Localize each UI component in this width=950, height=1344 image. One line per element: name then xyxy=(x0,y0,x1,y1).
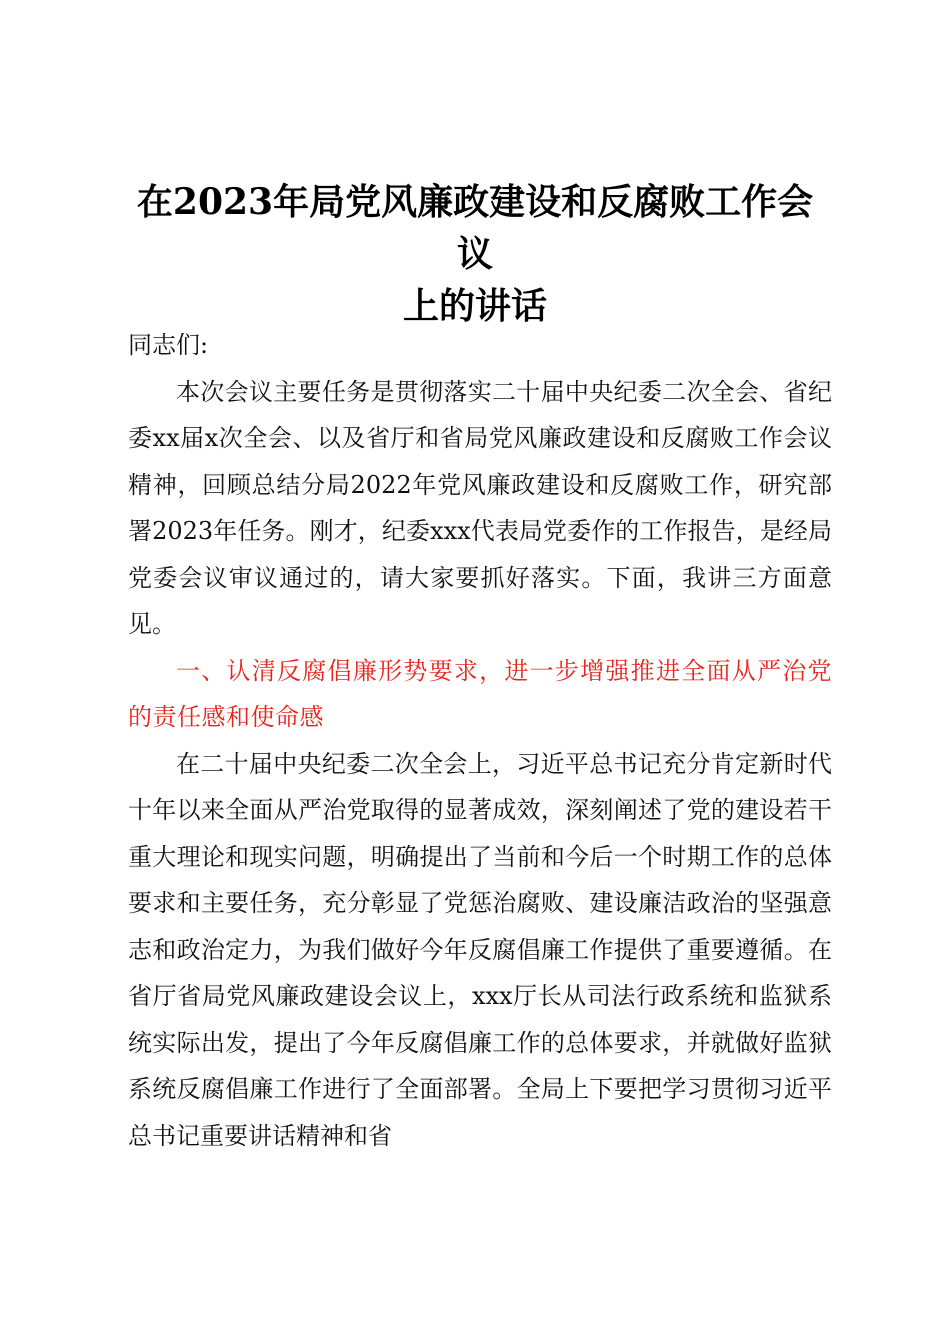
paragraph-intro: 本次会议主要任务是贯彻落实二十届中央纪委二次全会、省纪委xx届x次全会、以及省厅和省局党风廉政建设和反腐败工作会议精神，回顾总结分局2022年党风廉政建设和反腐败工作，研究部署2023年任务。刚才，纪委xxx代表局党委作的工作报告，是经局党委会议审议通过的，请大家要抓好落实。下面，我讲三方面意见。 xyxy=(128,377,832,638)
section-heading-1: 一、认清反腐倡廉形势要求，进一步增强推进全面从严治党的责任感和使命感 xyxy=(128,656,832,731)
title-line-1: 在2023年局党风廉政建设和反腐败工作会议 xyxy=(136,181,814,275)
document-body xyxy=(128,322,832,1159)
title-line-2: 上的讲话 xyxy=(402,285,547,327)
document-title xyxy=(120,176,830,332)
paragraph-section-1: 在二十届中央纪委二次全会上，习近平总书记充分肯定新时代十年以来全面从严治党取得的显著成效，深刻阐述了党的建设若干重大理论和现实问题，明确提出了当前和今后一个时期工作的总体要求和主要任务，充分彰显了党惩治腐败、建设廉洁政治的坚强意志和政治定力，为我们做好今年反腐倡廉工作提供了重要遵循。在省厅省局党风廉政建设会议上，xxx厅长从司法行政系统和监狱系统实际出发，提出了今年反腐倡廉工作的总体要求，并就做好监狱系统反腐倡廉工作进行了全面部署。全局上下要把学习贯彻习近平总书记重要讲话精神和省 xyxy=(128,749,832,1150)
salutation: 同志们: xyxy=(128,331,209,359)
